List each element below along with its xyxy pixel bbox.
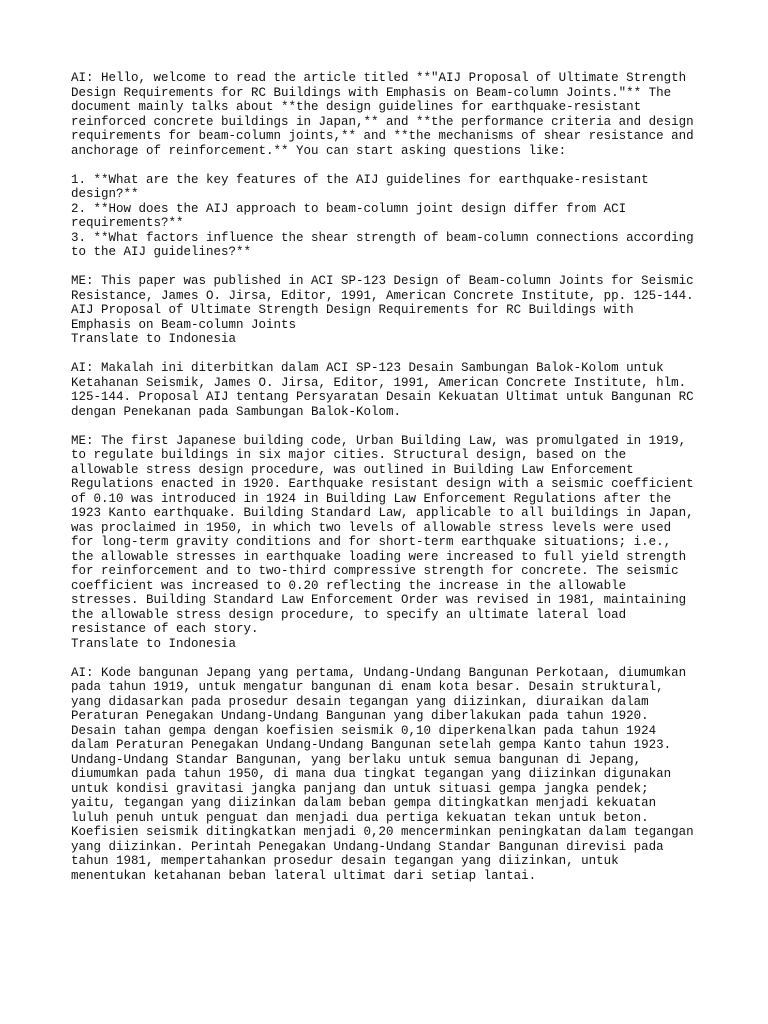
text-line: Design Requirements for RC Buildings with Emphasis on Beam-column Joints."** The xyxy=(71,85,672,100)
text-line: 3. **What factors influence the shear strength of beam-column connections according xyxy=(71,230,694,245)
text-line: yang diizinkan. Perintah Penegakan Undang-Undang Standar Bangunan direvisi pada xyxy=(71,839,664,854)
text-line: Resistance, James O. Jirsa, Editor, 1991, American Concrete Institute, pp. 125-144. xyxy=(71,288,694,303)
conversation-transcript xyxy=(71,71,711,883)
text-line: stresses. Building Standard Law Enforcement Order was revised in 1981, maintaining xyxy=(71,593,687,607)
text-line: Peraturan Penegakan Undang-Undang Bangunan yang diberlakukan pada tahun 1920. xyxy=(71,709,649,723)
user-message xyxy=(71,274,711,347)
text-line: AIJ Proposal of Ultimate Strength Design Requirements for RC Buildings with xyxy=(71,303,634,317)
user-message xyxy=(71,434,711,652)
text-line: yaitu, tegangan yang diizinkan dalam beban gempa ditingkatkan menjadi kekuatan xyxy=(71,796,657,810)
text-line: of 0.10 was introduced in 1924 in Building Law Enforcement Regulations after the xyxy=(71,491,672,506)
text-line: resistance of each story. xyxy=(71,622,259,636)
ai-message xyxy=(71,361,711,419)
text-line: AI: Makalah ini diterbitkan dalam ACI SP-123 Desain Sambungan Balok-Kolom untuk xyxy=(71,361,664,375)
text-line: Desain tahan gempa dengan koefisien seismik 0,10 diperkenalkan pada tahun 1924 xyxy=(71,723,657,738)
text-line: Regulations enacted in 1920. Earthquake resistant design with a seismic coefficient xyxy=(71,477,694,491)
text-line: was proclaimed in 1950, in which two levels of allowable stress levels were used xyxy=(71,520,672,535)
text-line: tahun 1981, mempertahankan prosedur desain tegangan yang diizinkan, untuk xyxy=(71,854,619,868)
text-line: Translate to Indonesia xyxy=(71,332,237,346)
text-line: 1. **What are the key features of the AIJ guidelines for earthquake-resistant xyxy=(71,172,649,187)
text-line: to regulate buildings in six major cities. Structural design, based on the xyxy=(71,448,627,462)
text-line: Undang-Undang Standar Bangunan, yang berlaku untuk semua bangunan di Jepang, xyxy=(71,752,642,767)
text-line: pada tahun 1919, untuk mengatur bangunan di enam kota besar. Desain struktural, xyxy=(71,680,664,694)
text-line: luluh penuh untuk penguat dan menjadi dua pertiga kekuatan tekan untuk beton. xyxy=(71,810,649,825)
text-line: reinforced concrete buildings in Japan,** and **the performance criteria and design xyxy=(71,114,694,129)
text-line: menentukan ketahanan beban lateral ultimat dari setiap lantai. xyxy=(71,868,537,883)
ai-message xyxy=(71,173,711,260)
text-line: untuk kondisi gravitasi jangka panjang dan untuk situasi gempa jangka pendek; xyxy=(71,781,649,796)
text-line: AI: Kode bangunan Jepang yang pertama, Undang-Undang Bangunan Perkotaan, diumumkan xyxy=(71,665,687,680)
text-line: anchorage of reinforcement.** You can start asking questions like: xyxy=(71,143,567,158)
text-line: requirements?** xyxy=(71,216,184,230)
text-line: requirements for beam-column joints,** and **the mechanisms of shear resistance and xyxy=(71,129,694,143)
text-line: ME: The first Japanese building code, Urban Building Law, was promulgated in 1919, xyxy=(71,433,687,448)
ai-message xyxy=(71,666,711,884)
text-line: document mainly talks about **the design guidelines for earthquake-resistant xyxy=(71,100,642,114)
text-line: Koefisien seismik ditingkatkan menjadi 0,20 mencerminkan peningkatan dalam tegangan xyxy=(71,825,694,839)
text-line: diumumkan pada tahun 1950, di mana dua tingkat tegangan yang diizinkan digunakan xyxy=(71,767,672,781)
text-line: ME: This paper was published in ACI SP-123 Design of Beam-column Joints for Seismic xyxy=(71,274,694,288)
text-line: dengan Penekanan pada Sambungan Balok-Kolom. xyxy=(71,404,402,419)
text-line: 125-144. Proposal AIJ tentang Persyaratan Desain Kekuatan Ultimat untuk Bangunan RC xyxy=(71,390,694,404)
text-line: for long-term gravity conditions and for short-term earthquake situations; i.e., xyxy=(71,535,672,549)
text-line: Emphasis on Beam-column Joints xyxy=(71,317,297,332)
text-line: Ketahanan Seismik, James O. Jirsa, Editor, 1991, American Concrete Institute, hlm. xyxy=(71,375,687,390)
text-line: coefficient was increased to 0.20 reflecting the increase in the allowable xyxy=(71,578,627,593)
text-line: the allowable stress design procedure, to specify an ultimate lateral load xyxy=(71,607,627,622)
text-line: the allowable stresses in earthquake loading were increased to full yield strength xyxy=(71,549,687,564)
ai-message xyxy=(71,71,711,158)
text-line: design?** xyxy=(71,187,139,201)
document-page xyxy=(71,71,711,898)
text-line: dalam Peraturan Penegakan Undang-Undang Bangunan setelah gempa Kanto tahun 1923. xyxy=(71,738,672,752)
text-line: for reinforcement and to two-third compressive strength for concrete. The seismic xyxy=(71,564,679,578)
text-line: 1923 Kanto earthquake. Building Standard Law, applicable to all buildings in Japan, xyxy=(71,506,694,520)
text-line: yang didasarkan pada prosedur desain tegangan yang diizinkan, diuraikan dalam xyxy=(71,694,649,709)
text-line: allowable stress design procedure, was outlined in Building Law Enforcement xyxy=(71,462,634,477)
text-line: AI: Hello, welcome to read the article titled **"AIJ Proposal of Ultimate Strength xyxy=(71,71,687,85)
text-line: 2. **How does the AIJ approach to beam-column joint design differ from ACI xyxy=(71,201,627,216)
text-line: to the AIJ guidelines?** xyxy=(71,245,252,259)
text-line: Translate to Indonesia xyxy=(71,636,237,651)
